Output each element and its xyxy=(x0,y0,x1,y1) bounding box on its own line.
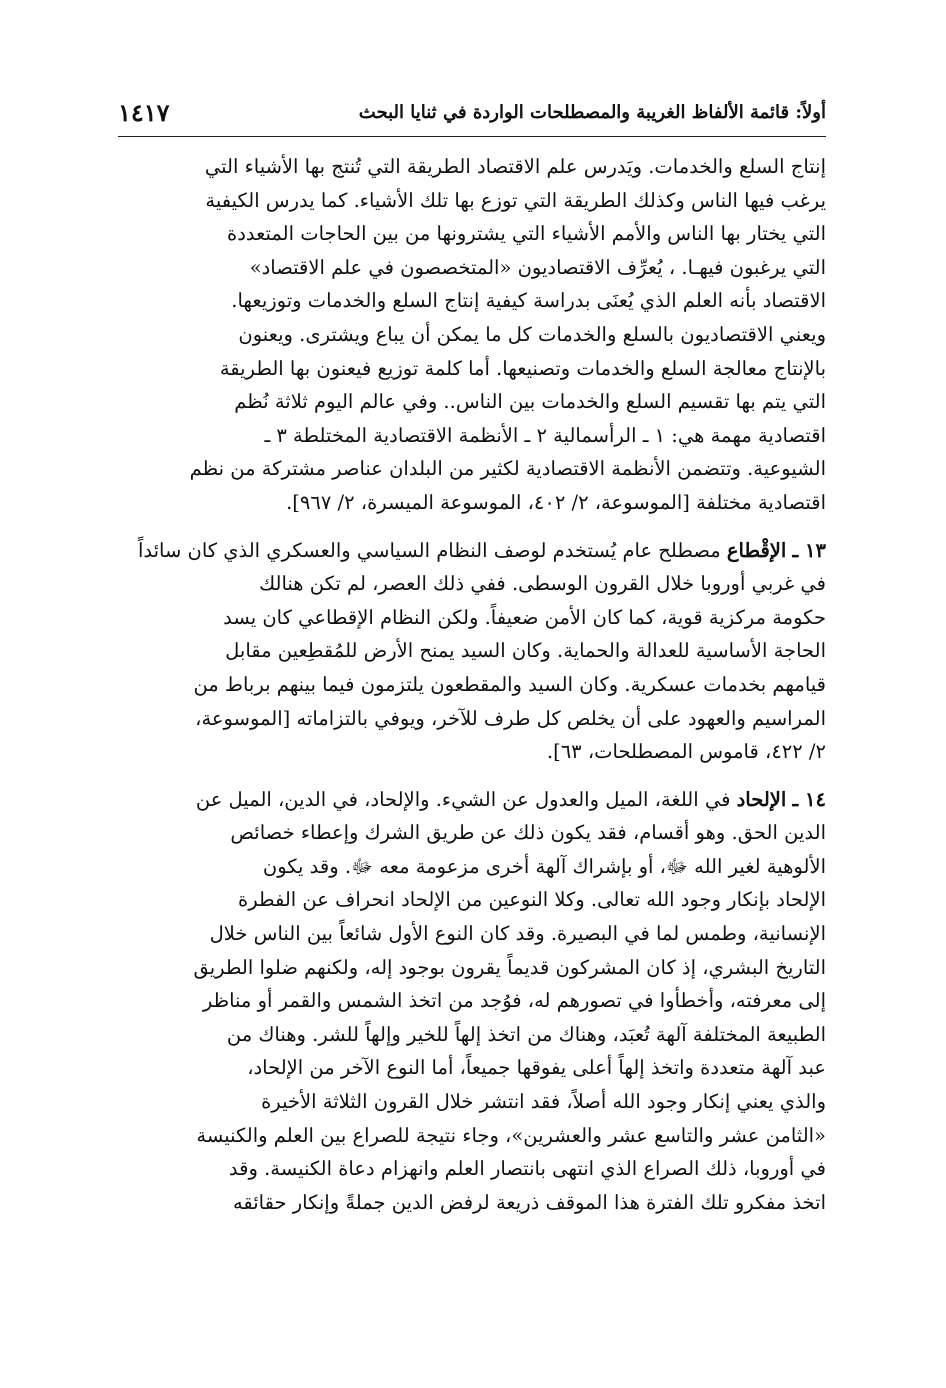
text-line: المراسيم والعهود على أن يخلص كل طرف للآخر، ويوفي بالتزاماته [الموسوعة، xyxy=(195,706,826,730)
page-body xyxy=(118,150,826,1219)
text-line: الإلحاد بإنكار وجود الله تعالى. وكلا النوعين من الإلحاد انحراف عن الفطرة xyxy=(238,888,826,912)
text-line: الدين الحق. وهو أقسام، فقد يكون ذلك عن طريق الشرك وإعطاء خصائص xyxy=(230,821,826,845)
text-line: في اللغة، الميل والعدول عن الشيء. والإلحاد، في الدين، الميل عن xyxy=(195,787,737,811)
entry-term: الإلحاد xyxy=(736,787,787,811)
text-line: التي يختار بها الناس والأمم الأشياء التي يشترونها من بين الحاجات المتعددة xyxy=(226,222,826,246)
text-line: إنتاج السلع والخدمات. ويَدرس علم الاقتصاد الطريقة التي تُنتج بها الأشياء التي xyxy=(204,155,826,178)
page-number: ١٤١٧ xyxy=(118,98,170,127)
text-line: حكومة مركزية قوية، كما كان الأمن ضعيفاً. ولكن النظام الإقطاعي كان يسد xyxy=(223,605,826,629)
text-line: اقتصادية مهمة هي: ١ ـ الرأسمالية ٢ ـ الأنظمة الاقتصادية المختلطة ٣ ـ xyxy=(264,423,826,447)
text-line: التي يرغبون فيهـا. ، يُعرِّف الاقتصاديون «المتخصصون في علم الاقتصاد» xyxy=(249,255,826,279)
text-line: مصطلح عام يُستخدم لوصف النظام السياسي والعسكري الذي كان سائداً xyxy=(137,538,727,562)
entry-first-line xyxy=(118,534,826,568)
text-line: الألوهية لغير الله ﷻ، أو بإشراك آلهة أخرى مزعومة معه ﷻ. وقد يكون xyxy=(262,854,826,878)
header-title: أولاً: قائمة الألفاظ الغريبة والمصطلحات الواردة في ثنايا البحث xyxy=(358,102,826,123)
text-line: اتخذ مفكرو تلك الفترة هذا الموقف ذريعة لرفض الدين جملةً وإنكار حقائقه xyxy=(232,1190,826,1214)
text-line: «الثامن عشر والتاسع عشر والعشرين»، وجاء نتيجة للصراع بين العلم والكنيسة xyxy=(196,1123,826,1147)
text-line: بالإنتاج معالجة السلع والخدمات وتصنيعها. أما كلمة توزيع فيعنون بها الطريقة xyxy=(219,356,826,380)
text-line: ٢/ ٤٢٢، قاموس المصطلحات، ٦٣]. xyxy=(546,740,826,764)
entry-term: الإقْطاع xyxy=(726,538,787,562)
text-line: التي يتم بها تقسيم السلع والخدمات بين الناس.. وفي عالم اليوم ثلاثة نُظم xyxy=(234,390,826,414)
text-line: عبد آلهة متعددة واتخذ إلهاً أعلى يفوقها جميعاً، أما النوع الآخر من الإلحاد، xyxy=(247,1056,826,1080)
text-line: في أوروبا، ذلك الصراع الذي انتهى بانتصار العلم وانهزام دعاة الكنيسة. وقد xyxy=(228,1157,826,1181)
text-line: الحاجة الأساسية للعدالة والحماية. وكان السيد يمنح الأرض للمُقطِعين مقابل xyxy=(225,639,826,663)
text-line: اقتصادية مختلفة [الموسوعة، ٢/ ٤٠٢، الموسوعة الميسرة، ٢/ ٩٦٧]. xyxy=(286,490,826,514)
running-header xyxy=(118,88,826,128)
text-line: في غربي أوروبا خلال القرون الوسطى. ففي ذلك العصر، لم تكن هنالك xyxy=(259,572,826,596)
entry-number: ١٣ ـ xyxy=(792,538,826,562)
intro-paragraph xyxy=(118,150,826,520)
text-line: الاقتصاد بأنه العلم الذي يُعنَى بدراسة كيفية إنتاج السلع والخدمات وتوزيعها. xyxy=(231,289,826,313)
header-divider xyxy=(118,136,826,137)
text-line: ويعني الاقتصاديون بالسلع والخدمات كل ما يمكن أن يباع ويشترى. ويعنون xyxy=(238,322,826,346)
text-line: التاريخ البشري، إذ كان المشركون قديماً يقرون بوجود إله، ولكنهم ضلوا الطريق xyxy=(193,955,826,979)
entry-14 xyxy=(118,783,826,1220)
entry-13 xyxy=(118,534,826,769)
text-line: الشيوعية. وتتضمن الأنظمة الاقتصادية لكثير من البلدان عناصر مشتركة من نظم xyxy=(189,457,826,481)
text-line: إلى معرفته، وأخطأوا في تصورهم له، فوُجد من اتخذ الشمس والقمر أو مناظر xyxy=(202,989,826,1013)
text-line: الإنسانية، وطمس لما في البصيرة. وقد كان النوع الأول شائعاً بين الناس خلال xyxy=(209,922,826,946)
text-line: والذي يعني إنكار وجود الله أصلاً، فقد انتشر خلال القرون الثلاثة الأخيرة xyxy=(261,1090,826,1114)
text-line: الطبيعة المختلفة آلهة تُعبَد، وهناك من اتخذ إلهاً للخير وإلهاً للشر. وهناك من xyxy=(226,1022,826,1046)
text-line: يرغب فيها الناس وكذلك الطريقة التي توزع بها تلك الأشياء. كما يدرس الكيفية xyxy=(205,188,826,212)
entry-first-line xyxy=(118,783,826,817)
text-line: قيامهم بخدمات عسكرية. وكان السيد والمقطعون يلتزمون فيما بينهم برباط من xyxy=(193,672,826,696)
entry-number: ١٤ ـ xyxy=(792,787,826,811)
